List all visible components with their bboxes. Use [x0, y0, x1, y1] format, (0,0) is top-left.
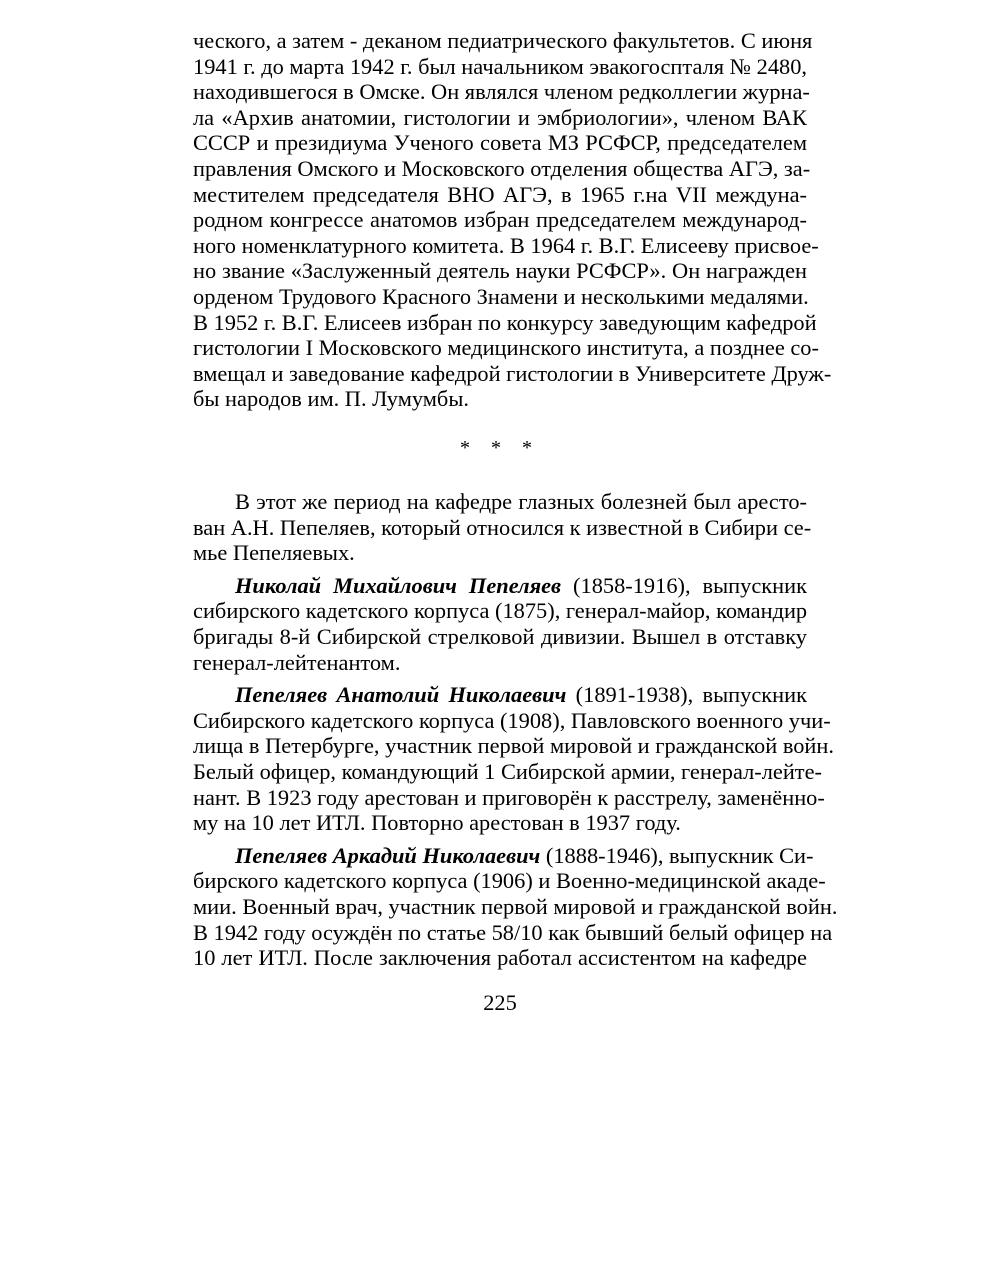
section-separator: * * * [460, 437, 540, 459]
person-name: Пепеляев Аркадий Николаевич [235, 842, 541, 868]
paragraph-nikolai [193, 573, 807, 675]
text-line: местителем председателя ВНО АГЭ, в 1965 г.на VII междуна- [193, 181, 807, 207]
person-name: Николай Михайлович Пепеляев [235, 572, 562, 598]
text-line: му на 10 лет ИТЛ. Повторно арестован в 1937 году. [193, 810, 681, 836]
text-line: 1941 г. до марта 1942 г. был начальником эвакогоспталя № 2480, [193, 53, 808, 79]
text-line: но звание «Заслуженный деятель науки РСФСР». Он награжден [193, 258, 807, 284]
text-line: СССР и президиума Ученого совета МЗ РСФСР, председателем [193, 130, 807, 156]
page-number: 225 [483, 990, 517, 1015]
text-line: правления Омского и Московского отделения общества АГЭ, за- [193, 155, 811, 181]
text-line: находившегося в Омске. Он являлся членом редколлегии журна- [193, 79, 810, 105]
text-line: бирского кадетского корпуса (1906) и Военно-медицинской акаде- [193, 868, 826, 894]
text-line: Пепеляев Анатолий Николаевич (1891-1938), выпускник [235, 682, 807, 708]
text-line: мье Пепеляевых. [193, 540, 355, 566]
text-line: Пепеляев Аркадий Николаевич (1888-1946), выпускник Си- [235, 842, 814, 868]
text-line: ного номенклатурного комитета. В 1964 г. В.Г. Елисееву присвое- [193, 232, 819, 258]
paragraph-eliseev [193, 28, 832, 412]
text-line: орденом Трудового Красного Знамени и несколькими медалями. [193, 283, 809, 309]
text-line: ла «Архив анатомии, гистологии и эмбриологии», членом ВАК [193, 104, 807, 130]
person-name: Пепеляев Анатолий Николаевич [235, 682, 567, 708]
text-line: В 1952 г. В.Г. Елисеев избран по конкурсу заведующим кафедрой [193, 309, 817, 335]
text-line: нант. В 1923 году арестован и приговорён к расстрелу, заменённо- [193, 784, 825, 810]
text-line: ван А.Н. Пепеляев, который относился к известной в Сибири се- [193, 514, 812, 540]
text-line: лища в Петербурге, участник первой мировой и гражданской войн. [193, 733, 834, 759]
main-text [193, 489, 838, 971]
text-line: Сибирского кадетского корпуса (1908), Павловского военного учи- [193, 707, 831, 733]
text-line: мии. Военный врач, участник первой мировой и гражданской войн. [193, 893, 838, 919]
text-line: бы народов им. П. Лумумбы. [193, 386, 469, 412]
text-line: вмещал и заведование кафедрой гистологии в Университете Друж- [193, 360, 832, 386]
text-line: родном конгрессе анатомов избран председателем международ- [193, 207, 807, 233]
text-line: сибирского кадетского корпуса (1875), генерал-майор, командир [193, 598, 808, 624]
text-line: бригады 8-й Сибирской стрелковой дивизии. Вышел в отставку [193, 623, 807, 649]
text-line: генерал-лейтенантом. [193, 649, 401, 675]
paragraph-arkady [193, 842, 838, 971]
text-line: ческого, а затем - деканом педиатрического факультетов. С июня [193, 28, 813, 53]
text-line: В этот же период на кафедре глазных болезней был аресто- [235, 489, 807, 514]
text-line: В 1942 году осуждён по статье 58/10 как бывший белый офицер на [193, 919, 833, 945]
paragraph-anatoly [193, 682, 834, 836]
text-line: гистологии I Московского медицинского института, а позднее со- [193, 335, 819, 361]
text-line: Николай Михайлович Пепеляев (1858-1916), выпускник [235, 572, 807, 598]
paragraph-intro [193, 489, 812, 566]
text-line: Белый офицер, командующий 1 Сибирской армии, генерал-лейте- [193, 758, 822, 784]
text-line: 10 лет ИТЛ. После заключения работал ассистентом на кафедре [193, 945, 807, 971]
